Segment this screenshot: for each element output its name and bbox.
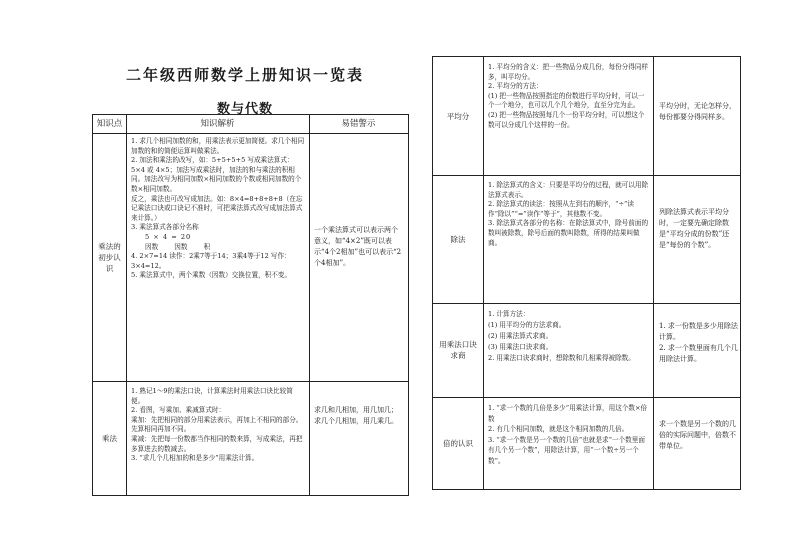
analysis-line: 1. 平均分的含义：把一些物品分成几份，每份分得同样多，叫平均分。 — [488, 63, 649, 81]
warning-times: 求一个数是另一个数的几倍的实际问题中，倍数不带单位。 — [659, 420, 736, 450]
analysis-equal-division — [488, 63, 650, 173]
topic-equal-division: 平均分 — [446, 111, 470, 121]
topic-multiplication: 乘法 — [102, 433, 117, 443]
analysis-line: 4. 2×7=14 读作：2乘7等于14；3乘4等于12 写作：3×4=12。 — [131, 252, 291, 270]
warning-equal-division: 平均分时，无论怎样分，每份都要分得同样多。 — [659, 102, 736, 121]
header-analysis: 知识解析 — [200, 119, 235, 129]
analysis-line: (1) 用平均分的方法求商。 — [488, 321, 566, 329]
analysis-line: 1. 计算方法： — [488, 310, 530, 318]
analysis-division — [488, 181, 650, 301]
analysis-multiplication — [131, 387, 306, 493]
left-knowledge-table — [92, 114, 409, 496]
analysis-line: 3. “求几个几相加的和是多少”用乘法计算。 — [131, 454, 259, 463]
analysis-line: 5. 乘法算式中，两个乘数（因数）交换位置，积不变。 — [131, 271, 292, 280]
formula-names-line: 因数 因数 积 — [145, 242, 211, 251]
analysis-times — [488, 403, 650, 487]
analysis-line: 1. 除法算式的含义：只要是平均分的过程，就可以用除法算式表示。 — [488, 181, 649, 199]
section-title: 数与代数 — [216, 102, 273, 117]
topic-multiplication-intro: 乘法的初步认识 — [98, 241, 121, 273]
analysis-line: 2. 用乘法口诀求商时，想除数和几相乘得被除数。 — [488, 354, 635, 362]
analysis-line: 3. 除法算式各部分的名称：在除法算式中，除号前面的数叫被除数，除号后面的数叫除数，所得的结果叫做商。 — [488, 219, 649, 247]
analysis-multiplication-intro — [131, 137, 306, 380]
analysis-quotient-by-table — [488, 309, 650, 395]
warning-multiplication: 求几和几相加，用几加几；求几个几相加，用几乘几。 — [314, 406, 398, 425]
analysis-line: 2. 有几个相同加数，就是这个相同加数的几倍。 — [488, 425, 629, 433]
analysis-line: 2. 除法算式的读法：按照从左到右的顺序，“÷”读作“除以”“=”读作“等于”，其他数不变。 — [488, 200, 634, 218]
analysis-line: (2) 把一些物品按照每几个一份平均分时，可以想这个数可以分成几个这样的一份。 — [488, 110, 645, 129]
topic-division: 除法 — [450, 234, 466, 244]
header-warning: 易错警示 — [341, 119, 376, 129]
analysis-line: (3) 用乘法口诀求商。 — [488, 343, 553, 351]
analysis-line: 反之，乘法也可改写成加法。如：8×4=8+8+8+8（在忘记乘法口诀或口诀记不准时，可把乘法算式改写成加法算式来计算。） — [131, 194, 303, 222]
analysis-line: 2. 平均分的方法： — [488, 82, 543, 91]
analysis-line: 1. 熟记1～9的乘法口诀，计算乘法时用乘法口诀比较简便。 — [131, 387, 293, 405]
warning-division: 列除法算式表示平均分时，一定要先确定除数是“平均分成的份数”还是“每份的个数”。 — [659, 208, 730, 249]
analysis-line: (1) 把一些物品按照指定的份数进行平均分时，可以一个一个地分，也可以几个几个地分，直至分完为止。 — [488, 91, 645, 110]
analysis-line: 1. 求几个相同加数的和，用乘法表示更加简便。求几个相同加数的和的简便运算叫做乘法。 — [131, 137, 305, 155]
analysis-line: 2. 加法和乘法的改写，如：5+5+5+5 写成乘法算式：5×4 或 4×5；加法写成乘法时，加法的和与乘法的积相同。加法改写为相同加数×相同加数的个数或相同加数的个数×相同加数。 — [131, 156, 302, 193]
right-knowledge-table — [432, 56, 741, 490]
analysis-line: 3. “求一个数是另一个数的几倍”也就是求“一个数里面有几个另一个数”，用除法计算，用“一个数÷另一个数”。 — [488, 435, 645, 465]
formula-line: 5 × 4 = 20 — [145, 232, 192, 241]
analysis-line: 3. 乘法算式各部分名称 — [131, 223, 199, 232]
analysis-line: 乘减：先把每一份数都当作相同的数来算，写成乘法，再把多算进去的数减去。 — [131, 434, 303, 453]
topic-quotient-by-table: 用乘法口诀求商 — [439, 340, 477, 360]
analysis-line: 1. “求一个数的几倍是多少”用乘法计算，用这个数×倍数 — [488, 404, 648, 423]
header-topic: 知识点 — [96, 119, 123, 129]
analysis-line: 乘加：先把相同的部分用乘法表示，再加上不相同的部分。先算相同再加不同。 — [131, 415, 303, 434]
warning-quotient-by-table: 1. 求一份数是多少用除法计算。 2. 求一个数里面有几个几用除法计算。 — [659, 322, 738, 363]
analysis-line: (2) 用乘法算式求商。 — [488, 332, 553, 340]
warning-multiplication-intro: 一个乘法算式可以表示两个意义，如“4×2”既可以表示“4个2相加”也可以表示“2个4相加”。 — [314, 226, 402, 267]
document-title: 二年级西师数学上册知识一览表 — [125, 66, 364, 84]
analysis-line: 2. 看图，写乘加、乘减算式时： — [131, 406, 226, 415]
topic-times: 倍的认识 — [443, 438, 473, 448]
